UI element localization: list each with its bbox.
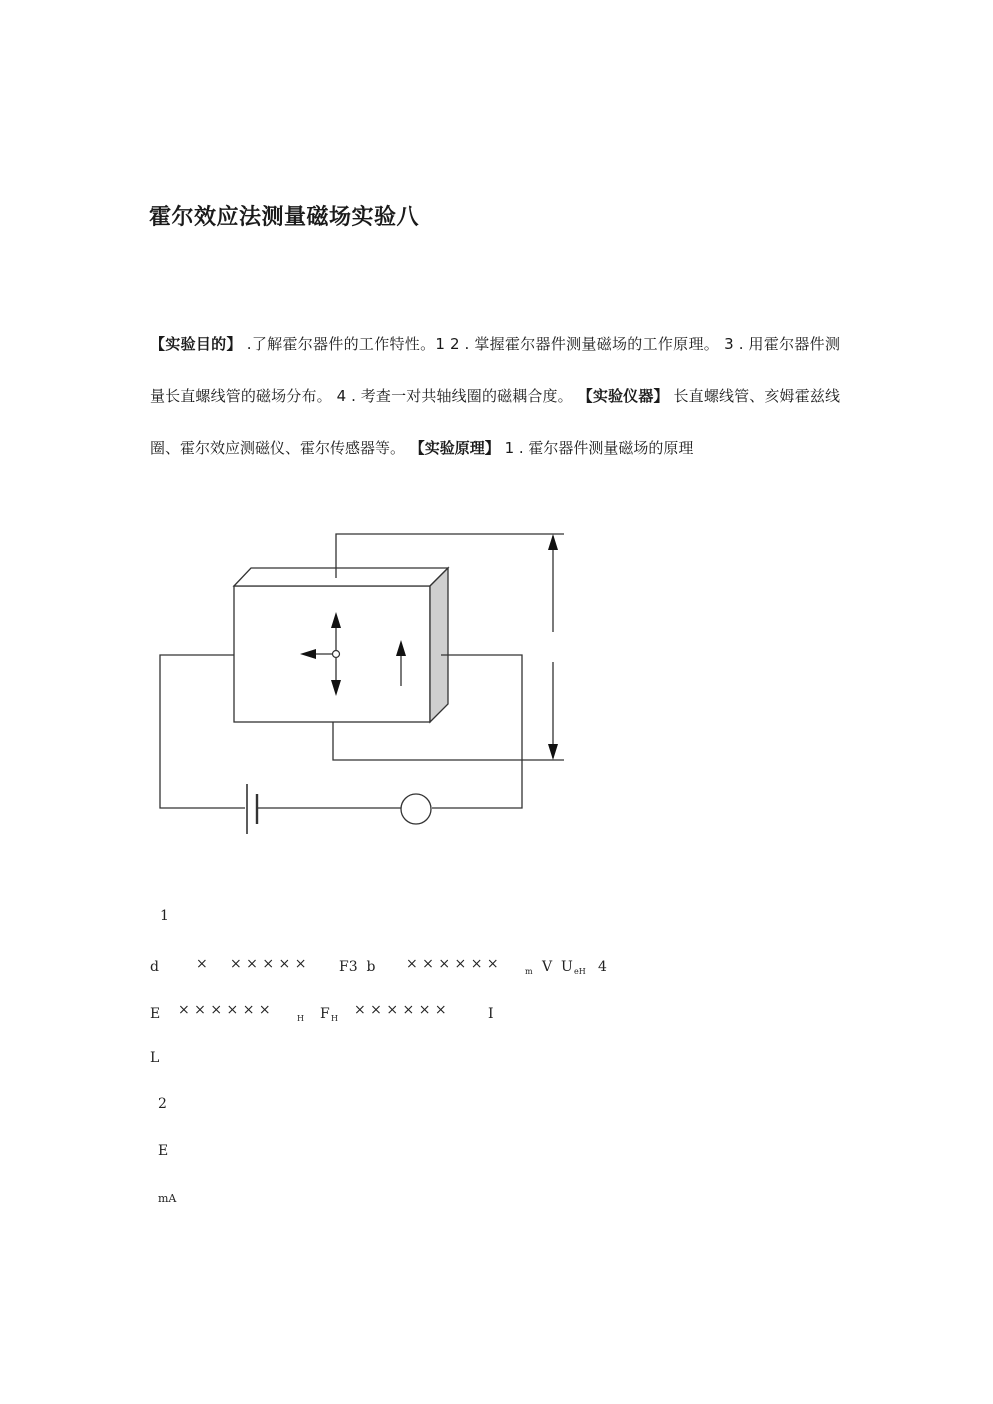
label-ma: mA [158, 1192, 177, 1205]
ammeter-circle [401, 794, 431, 824]
label-4: 4 [598, 959, 607, 975]
instruments-heading: 【实验仪器】 [577, 387, 669, 405]
label-x-single: × [196, 956, 208, 972]
arrowhead-down [548, 744, 558, 760]
charge-point [333, 651, 340, 658]
label-e-2: E [158, 1143, 169, 1159]
hall-plate-top [234, 568, 448, 586]
label-2: 2 [158, 1096, 167, 1112]
instruments-text: 长直螺线管、亥姆霍兹线圈、霍尔效应测磁仪、霍尔传感器等。 [150, 387, 840, 457]
label-h-sub-2: H [331, 1014, 338, 1023]
hall-effect-diagram [150, 528, 580, 840]
label-line-1: 1 [160, 908, 169, 924]
label-x-row-4: × × × × × × [354, 1002, 447, 1018]
label-eh-sub: eH [574, 967, 586, 976]
label-x-row-3: × × × × × × [178, 1002, 271, 1018]
purpose-text: .了解霍尔器件的工作特性。1 2 . 掌握霍尔器件测量磁场的工作原理。 3 . 用霍尔器件测量长直螺线管的磁场分布。 4 . 考查一对共轴线圈的磁耦合度。 [150, 335, 840, 405]
bottom-lead-wire [333, 722, 564, 760]
document-title: 霍尔效应法测量磁场实验八 [149, 205, 420, 230]
label-h-sub-1: H [297, 1014, 304, 1023]
label-v-u: V U [542, 959, 573, 975]
label-m-sub: m [525, 967, 533, 976]
label-x-row-2: × × × × × × [406, 956, 499, 972]
purpose-heading: 【实验目的】 [150, 335, 242, 353]
label-f: F [320, 1006, 330, 1022]
hall-plate-side [430, 568, 448, 722]
arrowhead-up [548, 534, 558, 550]
label-x-row-1: × × × × × [230, 956, 307, 972]
intro-paragraph [150, 318, 840, 474]
label-d: d [150, 959, 159, 975]
label-i: I [488, 1006, 494, 1022]
principle-heading: 【实验原理】 [409, 439, 500, 457]
label-l: L [150, 1050, 160, 1066]
left-circuit-wire [160, 655, 245, 808]
label-f3-b: F3 b [339, 959, 376, 975]
label-e-1: E [150, 1006, 161, 1022]
principle-text: 1 . 霍尔器件测量磁场的原理 [499, 439, 694, 457]
